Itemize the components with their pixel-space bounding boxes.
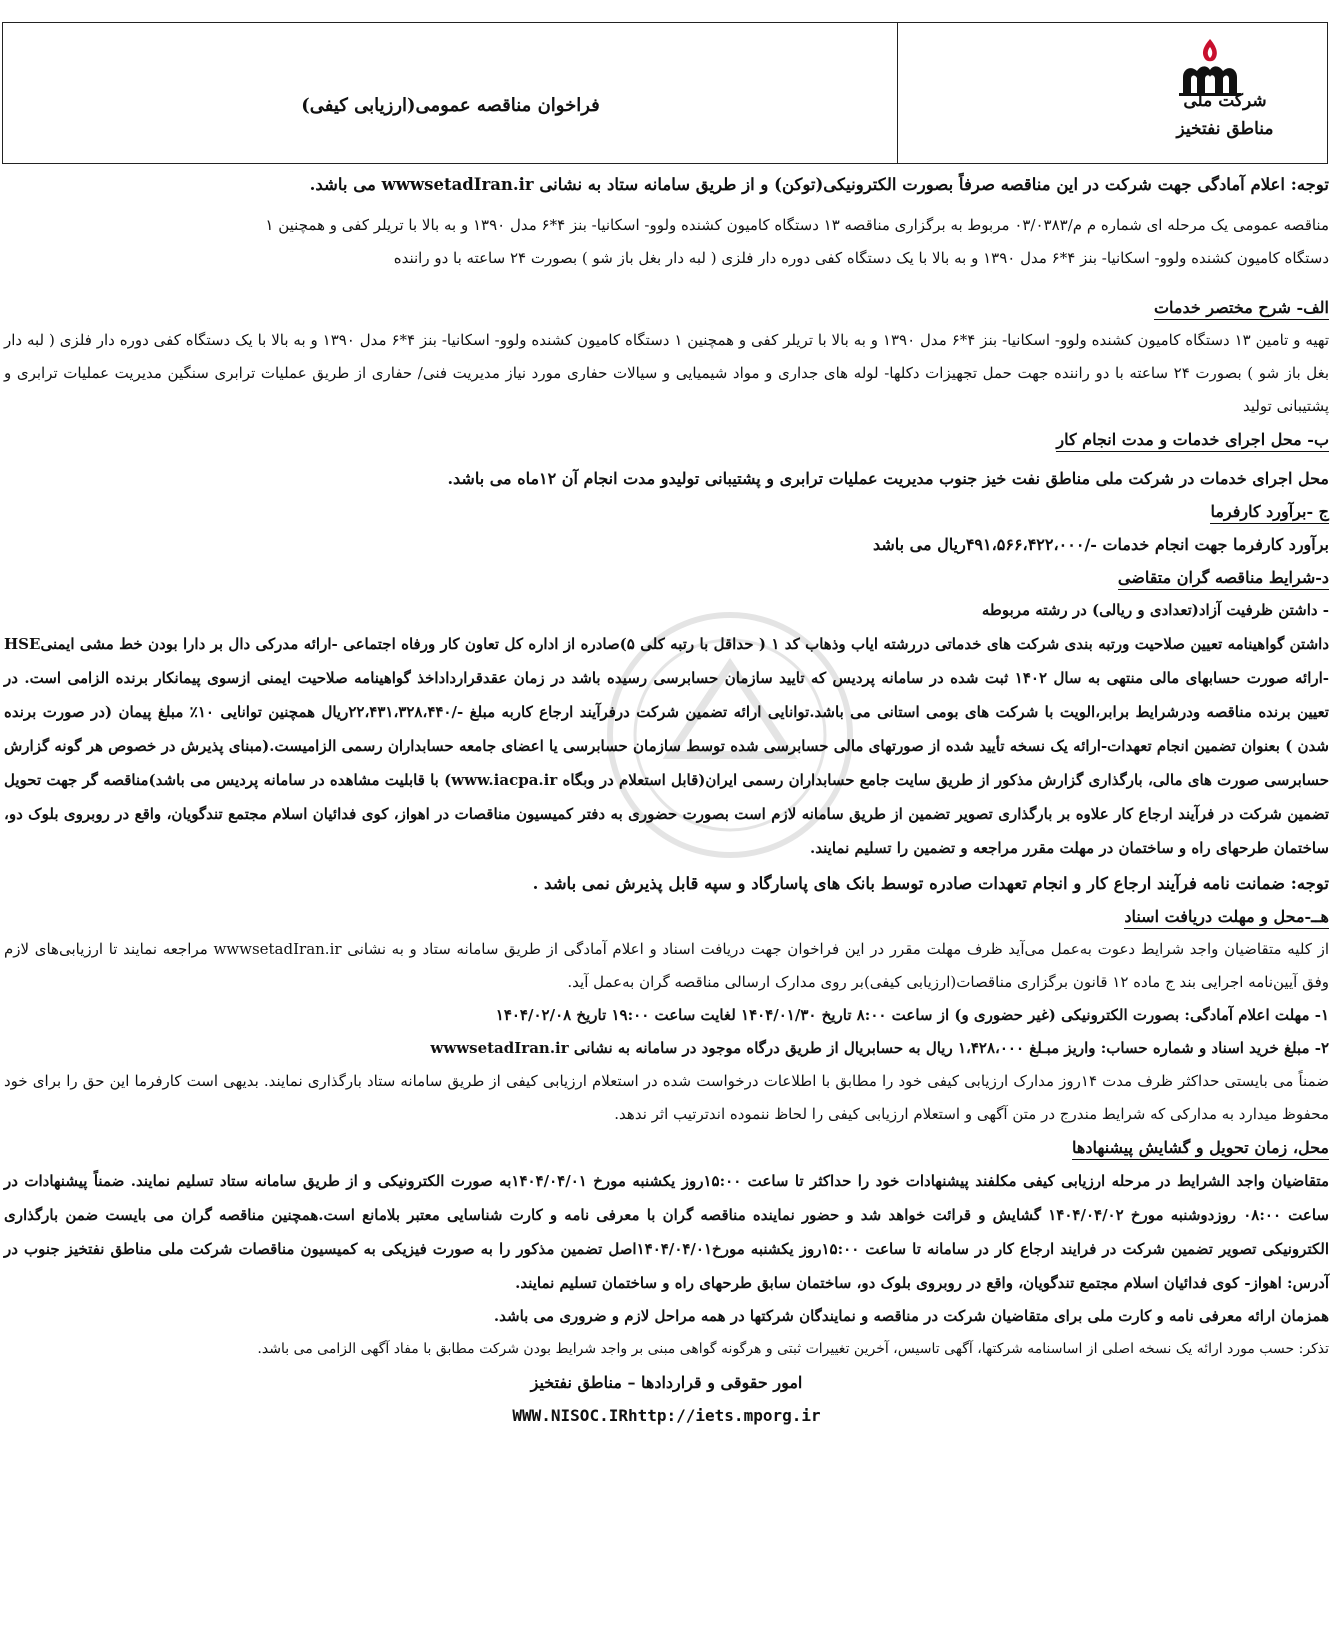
company-line-1: شرکت ملی — [1183, 91, 1267, 111]
logo-cell — [897, 23, 1327, 163]
section-f-body: متقاضیان واجد الشرایط در مرحله ارزیابی کیفی مکلفند پیشنهادات خود را حداکثر تا ساعت ۱۵:۰۰روز یکشنبه مورخ ۱۴۰۴/۰۴/۰۱به صورت الکترونیکی و از طریق سامانه ستاد تسلیم نمایند. ضمناً پیشنهادات در ساعت ۰۸:۰۰ روزدوشنبه مورخ ۱۴۰۴/۰۴/۰۲ گشایش و قرائت خواهد شد و حضور نماینده مناقصه گران با معرفی نامه و کارت شناسایی معتبر بلامانع است.همچنین مناقصه گران می بایست ضمن بارگذاری الکترونیکی تصویر تضمین شرکت در فرایند ارجاع کار در سامانه تا ساعت ۱۵:۰۰روز یکشنبه مورخ۱۴۰۴/۰۴/۰۱اصل تضمین مذکور را به صورت فیزیکی به کمیسیون مناقصات شرکت ملی مناطق نفتخیز جنوب در آدرس: اهواز- کوی فدائیان اسلام مجتمع تندگویان، واقع در روبروی بلوک دو، ساختمان سابق طرحهای راه و ساختمان تسلیم نمایند. — [4, 1172, 1329, 1292]
footnote: تذکر: حسب مورد ارائه یک نسخه اصلی از اساسنامه شرکتها، آگهی تاسیس، آخرین تغییرات ثبتی و هرگونه گواهی مبنی بر واجد شرایط بودن شرکت مطابق با مفاد آگهی الزامی می باشد. — [257, 1341, 1329, 1357]
document-header — [2, 22, 1328, 164]
company-line-2: مناطق نفتخیز — [1176, 119, 1274, 139]
company-name — [1145, 87, 1305, 143]
section-e-title — [4, 900, 1329, 933]
closing-note: همزمان ارائه معرفی نامه و کارت ملی برای متقاضیان شرکت در مناقصه و نمایندگان شرکتها در همه مراحل لازم و ضروری می باشد. — [493, 1307, 1329, 1325]
section-e-note: ضمناً می بایستی حداکثر ظرف مدت ۱۴روز مدارک ارزیابی کیفی خود را مطابق با اطلاعات درخواست شده در استعلام ارزیابی کیفی از طریق سامانه ستاد بارگذاری نمایند. بدیهی است کارفرما این حق را برای خود محفوظ میدارد به مدارکی که شرایط مندرج در متن آگهی و استعلام ارزیابی کیفی را لحاظ ننموده اندترتیب اثر ندهد. — [4, 1072, 1329, 1123]
section-c-title — [4, 495, 1329, 528]
section-b-body: محل اجرای خدمات در شرکت ملی مناطق نفت خیز جنوب مدیریت عملیات ترابری و پشتیبانی تولیدو مدت انجام آن ۱۲ماه می باشد. — [447, 469, 1329, 488]
section-e-item-1: ۱- مهلت اعلام آمادگی: بصورت الکترونیکی (غیر حضوری و) از ساعت ۸:۰۰ تاریخ ۱۴۰۴/۰۱/۳۰ لغایت ساعت ۱۹:۰۰ تاریخ ۱۴۰۴/۰۲/۰۸ — [495, 1006, 1329, 1024]
intro-line-2: دستگاه کامیون کشنده ولوو- اسکانیا- بنز ۴*۶ مدل ۱۳۹۰ و به بالا با یک دستگاه کفی دوره دار فلزی ( لبه دار بغل باز شو ) بصورت ۲۴ ساعته با دو راننده — [393, 249, 1329, 267]
section-f-title-text: محل، زمان تحویل و گشایش پیشنهادها — [1072, 1138, 1329, 1160]
intro-line-1: مناقصه عمومی یک مرحله ای شماره م م/۰۳/۰۳۸۳ مربوط به برگزاری مناقصه ۱۳ دستگاه کامیون کشنده ولوو- اسکانیا- بنز ۴*۶ مدل ۱۳۹۰ و به بالا با تریلر کفی و همچنین ۱ — [265, 216, 1329, 234]
section-a-title — [4, 291, 1329, 324]
document-body — [4, 164, 1329, 1634]
section-b-title — [4, 423, 1329, 456]
section-e-item-2: ۲- مبلغ خرید اسناد و شماره حساب: واریز مبـلغ ۱،۴۲۸،۰۰۰ ریال به حسابریال از طریق درگاه موجود در سامانه به نشانی wwwsetadIran.ir — [430, 1039, 1329, 1057]
section-f-title — [4, 1131, 1329, 1164]
signature: امور حقوقی و قراردادها – مناطق نفتخیز — [530, 1373, 803, 1392]
section-d-line-1: - داشتن ظرفیت آزاد(تعدادی و ریالی) در رشته مربوطه — [981, 601, 1329, 619]
section-e-body: از کلیه متقاضیان واجد شرایط دعوت به‌عمل می‌آید ظرف مهلت مقرر در این فراخوان جهت دریافت اسناد و اعلام آمادگی از طریق سامانه ستاد و به نشانی wwwsetadIran.ir مراجعه نمایند تا ارزیابی‌های لازم وفق آیین‌نامه اجرایی بند ج ماده ۱۲ قانون برگزاری مناقصات(ارزیابی کیفی)بر روی مدارک ارسالی مناقصه گران به‌عمل آید. — [4, 940, 1329, 991]
section-d-title-text: د-شرایط مناقصه گران متقاضی — [1118, 568, 1329, 590]
notice-guarantee: توجه: ضمانت نامه فرآیند ارجاع کار و انجام تعهدات صادره توسط بانک های پاسارگاد و سپه قابل پذیرش نمی باشد . — [532, 874, 1329, 893]
footer-websites: WWW.NISOC.IRhttp://iets.mporg.ir — [512, 1406, 821, 1425]
notice-electronic: توجه: اعلام آمادگی جهت شرکت در این مناقصه صرفاً بصورت الکترونیکی(توکن) و از طریق سامانه ستاد به نشانی wwwsetadIran.ir می باشد. — [309, 175, 1329, 194]
section-a-body: تهیه و تامین ۱۳ دستگاه کامیون کشنده ولوو- اسکانیا- بنز ۴*۶ مدل ۱۳۹۰ و به بالا با تریلر کفی و همچنین ۱ دستگاه کامیون کشنده ولوو- اسکانیا- بنز ۴*۶ مدل ۱۳۹۰ و به بالا با یک دستگاه کفی دوره دار فلزی ( لبه دار بغل باز شو ) بصورت ۲۴ ساعته با دو راننده جهت حمل تجهیزات دکلها- لوله های جداری و مواد شیمیایی و سیالات حفاری مورد نیاز مدیریت فنی/ حفاری از طریق عملیات ترابری سنگین مدیریت عملیات ترابری و پشتیبانی تولید — [4, 331, 1330, 415]
section-b-title-text: ب- محل اجرای خدمات و مدت انجام کار — [1056, 430, 1329, 452]
section-c-body: برآورد کارفرما جهت انجام خدمات -/۴۹۱،۵۶۶،۴۲۲،۰۰۰ریال می باشد — [872, 535, 1329, 554]
section-a-title-text: الف- شرح مختصر خدمات — [1154, 298, 1329, 320]
page-title: فراخوان مناقصه عمومی(ارزیابی کیفی) — [301, 95, 600, 116]
section-e-title-text: هــ-محل و مهلت دریافت اسناد — [1124, 907, 1329, 929]
section-d-title — [4, 561, 1329, 594]
section-d-body: داشتن گواهینامه تعیین صلاحیت ورتبه بندی شرکت های خدماتی دررشته ایاب وذهاب کد ۱ ( حداقل با رتبه کلی ۵)صادره از اداره کل تعاون کار ورفاه اجتماعی -ارائه مدرکی دال بر دارا بودن خط مشی ایمنیHSE -ارائه صورت حسابهای مالی منتهی به سال ۱۴۰۲ ثبت شده در سامانه پردیس که تایید سازمان حسابرسی رسیده باشد در زمان عقدقرارداداخذ گواهینامه صلاحیت ایمنی ازسوی پیمانکار برنده الزامی است. در تعیین برنده مناقصه ودرشرایط برابر،الویت با شرکت های بومی استانی می باشد.توانایی ارائه تضمین شرکت درفرآیند ارجاع کاربه مبلغ -/۲۲،۴۳۱،۳۲۸،۴۴۰ریال همچنین توانایی ۱۰٪ مبلغ پیمان (در صورت برنده شدن ) بعنوان تضمین انجام تعهدات-ارائه یک نسخه تأیید شده از صورتهای مالی حسابرسی شده توسط سازمان حسابرسی یا اعضای جامعه حسابداران رسمی الزامیست.(مبنای پذیرش در خصوص هر گونه گزارش حسابرسی صورت های مالی، بارگذاری گزارش مذکور از طریق سایت جامع حسابداران رسمی ایران(قابل استعلام در وبگاه www.iacpa.ir) با قابلیت مشاهده در سامانه پردیس می باشد)مناقصه گر جهت تحویل تضمین شرکت در فرآیند ارجاع کار علاوه بر بارگذاری تصویر تضمین از طریق سامانه لازم است بصورت حضوری به دفتر کمیسیون مناقصات در اهواز، کوی فدائیان اسلام مجتمع تندگویان، واقع در روبروی بلوک دو، ساختمان طرحهای راه و ساختمان در مهلت مقرر مراجعه و تضمین را تسلیم نمایند. — [4, 635, 1330, 857]
section-c-title-text: ج -برآورد کارفرما — [1210, 502, 1329, 524]
